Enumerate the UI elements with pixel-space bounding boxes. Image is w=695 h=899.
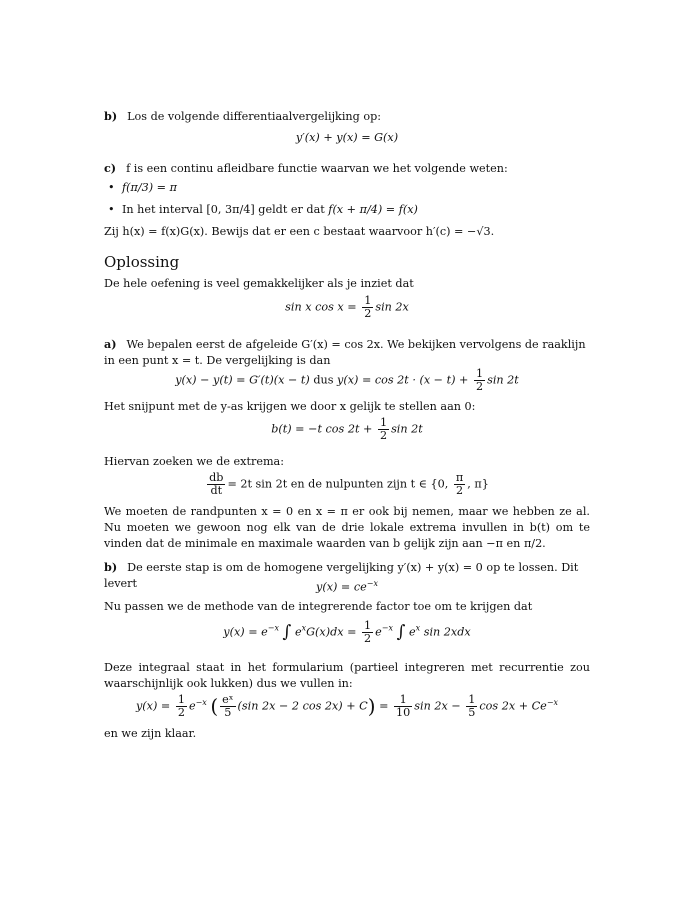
part-a-text-4: We moeten de randpunten x = 0 en x = π er ook bij nemen, maar we hebben ze al. Nu moeten we gewoon nog elk van de drie lokale extrema invullen in b(t) om te vinden dat de minimale en maximale waarden van b gelijk zijn aan −π en π/2. — [104, 505, 590, 551]
closing-line: en we zijn klaar. — [104, 727, 197, 740]
part-b-text: Los de volgende differentiaalvergelijking op: — [127, 110, 382, 123]
part-a-text-2: Het snijpunt met de y-as krijgen we door x gelijk te stellen aan 0: — [104, 400, 476, 413]
equation-derivative: $\frac{db}{dt}$ = 2t sin 2t en de nulpunten zijn t ∈ {0, $\frac{\pi}{2}$ , π} — [209, 471, 489, 497]
part-c-question — [104, 160, 590, 177]
part-c-text: f is een continu afleidbare functie waarvan we het volgende weten: — [126, 162, 508, 175]
bullet-item-1: • f(π/3) = π — [108, 181, 177, 194]
bullet-item-2: • In het interval [0, 3π/4] geldt er dat f(x + π/4) = f(x) — [108, 203, 418, 216]
part-c-closing: Zij h(x) = f(x)G(x). Bewijs dat er een c bestaat waarvoor h′(c) = −√3. — [104, 225, 495, 238]
equation-tangent: y(x) − y(t) = G′(t)(x − t) dus y(x) = cos 2t · (x − t) + $\frac{1}{2}$ sin 2t — [175, 367, 519, 393]
part-b-text-3: Deze integraal staat in het formularium (partieel integreren met recurrentie zou waarschijnlijk ook lukken) dus we vullen in: — [104, 661, 590, 691]
part-a-text-3: Hiervan zoeken we de extrema: — [104, 455, 284, 468]
part-b-text-2: Nu passen we de methode van de integrerende factor toe om te krijgen dat — [104, 600, 533, 613]
part-b-label: b) — [104, 109, 118, 123]
equation-homogeneous: $y(x) = ce^{-x}$ — [316, 579, 378, 594]
equation-integrating-factor: $y(x) = e^{-x}$ ∫ $e^xG(x)dx$ = $\frac{1}{2}$ $e^{-x}$ ∫ $e^x$ sin 2xdx — [223, 619, 471, 645]
part-b-solution-text: b) De eerste stap is om de homogene vergelijking y′(x) + y(x) = 0 op te lossen. Dit levert — [104, 560, 579, 591]
part-c-label: c) — [104, 161, 117, 175]
solution-heading: Oplossing — [104, 253, 180, 271]
equation-identity: sin x cos x = $\frac{1}{2}$ sin 2x — [285, 294, 409, 320]
part-b-question — [104, 108, 590, 125]
equation-b-of-t: b(t) = −t cos 2t + $\frac{1}{2}$ sin 2t — [271, 416, 423, 442]
solution-intro: De hele oefening is veel gemakkelijker als je inziet dat — [104, 277, 414, 290]
part-a-solution-text: a) We bepalen eerst de afgeleide G′(x) = cos 2x. We bekijken vervolgens de raaklijn in een punt x = t. De vergelijking is dan — [104, 337, 586, 368]
equation-final-solution: y(x) = $\frac{1}{2}$ $e^{-x}$ ( $\frac{\text{eˣ}}{5}$ (sin 2x − 2 cos 2x) + C) = $\frac{1}{10}$ sin 2x − $\frac{1}{5}$ $\cos 2x + Ce^{-x}$ — [135, 693, 559, 719]
equation-diffeq: y′(x) + y(x) = G(x) — [295, 131, 399, 144]
